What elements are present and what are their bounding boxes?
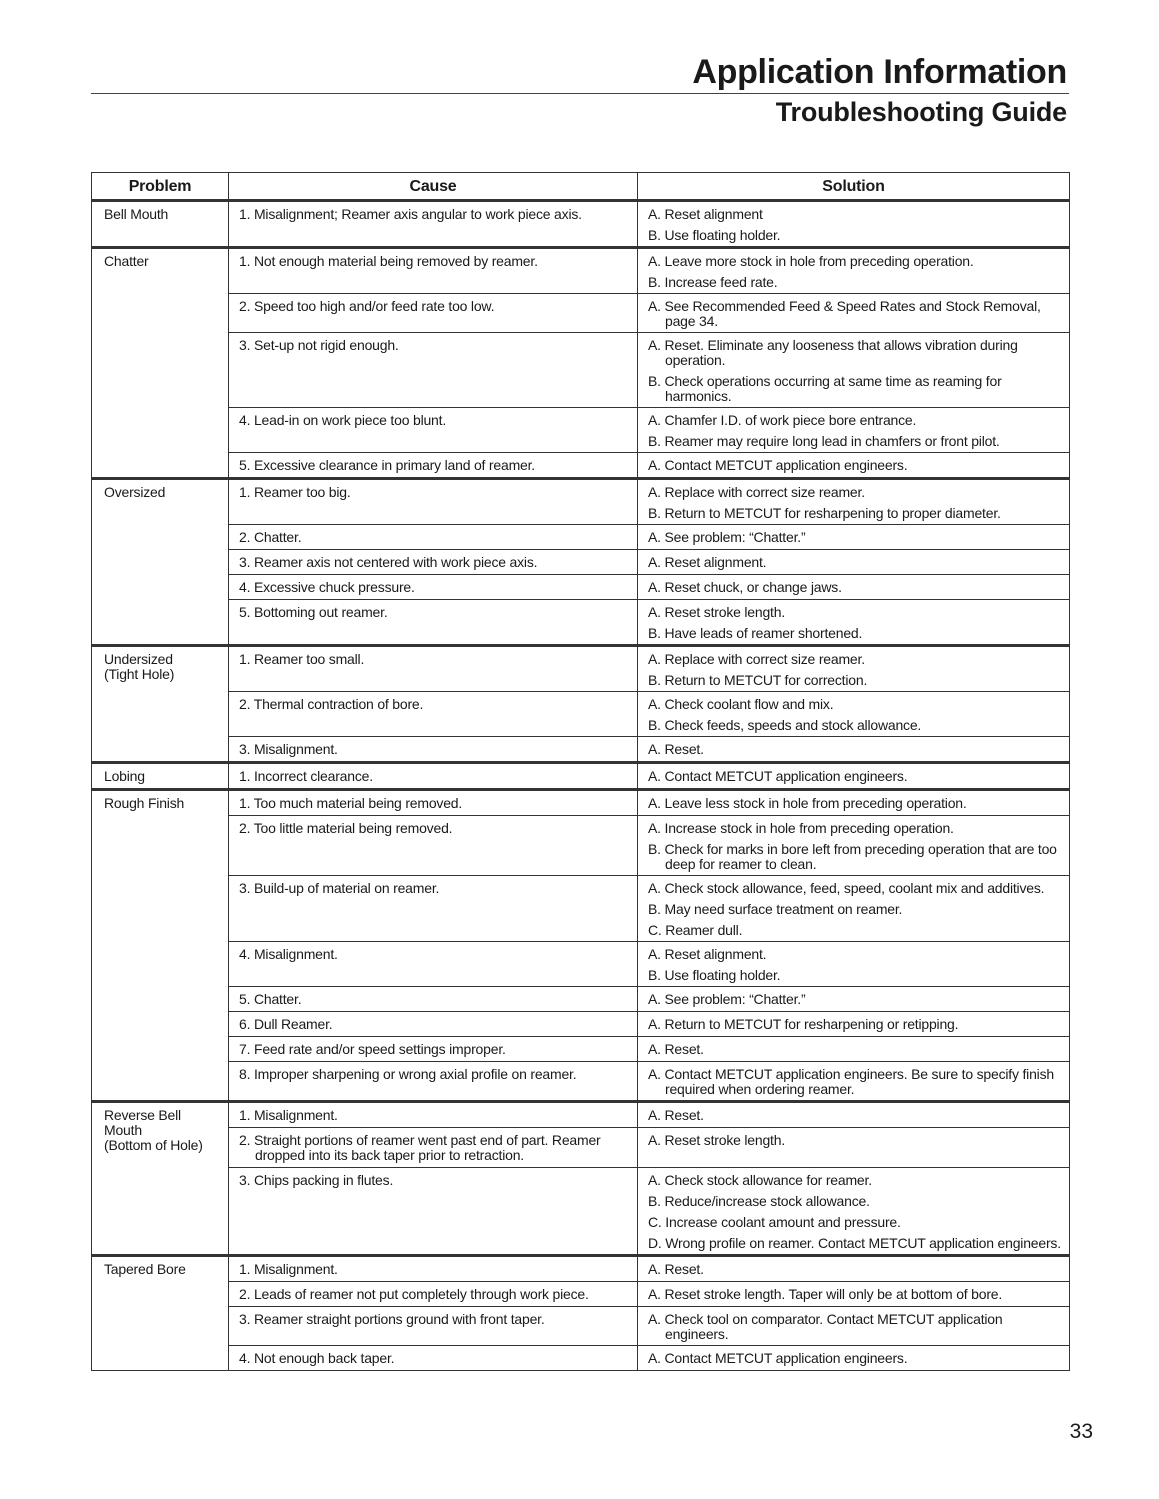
table-row [92,575,1070,600]
solution-cell [638,1062,1070,1102]
cause-cell [229,1282,638,1307]
table-row [92,600,1070,646]
cause-cell [229,479,638,525]
cause-cell [229,600,638,646]
cause-text: 3. Reamer straight portions ground with front taper. [239,1311,545,1327]
table-row [92,1168,1070,1256]
solution-cell [638,737,1070,763]
solution-cell [638,1128,1070,1168]
cause-cell [229,525,638,550]
cause-text: 3. Build-up of material on reamer. [239,880,440,896]
cause-cell [229,248,638,294]
solution-item: A. Reset alignment. [648,946,767,962]
solution-item: C. Increase coolant amount and pressure. [648,1214,901,1230]
solution-cell [638,876,1070,942]
solution-item: A. Reset. [648,1107,704,1123]
solution-item: A. Reset alignment [648,206,763,222]
solution-cell [638,479,1070,525]
solution-cell [638,333,1070,408]
table-row [92,550,1070,575]
table-row [92,816,1070,876]
solution-cell [638,1282,1070,1307]
cause-cell [229,408,638,453]
cause-text: 6. Dull Reamer. [239,1016,333,1032]
cause-text: 1. Misalignment. [239,1107,338,1123]
cause-cell [229,201,638,248]
solution-item: A. Reset stroke length. [648,1132,786,1148]
cause-cell [229,1168,638,1256]
cause-text: 4. Lead-in on work piece too blunt. [239,412,447,428]
solution-cell [638,692,1070,737]
cause-cell [229,737,638,763]
solution-item: A. Contact METCUT application engineers. [648,457,908,473]
cause-text: 3. Set-up not rigid enough. [239,337,399,353]
page-title: Application Information [692,53,1067,91]
cause-cell [229,942,638,987]
table-row [92,294,1070,333]
solution-item: A. Reset stroke length. [648,604,786,620]
solution-item: A. Check stock allowance, feed, speed, coolant mix and additives. [648,880,1045,896]
cause-cell [229,692,638,737]
cause-cell [229,575,638,600]
cause-text: 1. Misalignment; Reamer axis angular to work piece axis. [239,206,582,222]
solution-cell [638,1037,1070,1062]
problem-cell: Tapered Bore [92,1256,229,1371]
cause-text: 1. Reamer too big. [239,484,351,500]
problem-cell: Chatter [92,248,229,479]
solution-item: A. Reset alignment. [648,554,767,570]
page-number: 33 [1069,1420,1093,1443]
solution-cell [638,1346,1070,1371]
solution-cell [638,1168,1070,1256]
table-row [92,1128,1070,1168]
solution-cell [638,1102,1070,1128]
solution-item: B. Reduce/increase stock allowance. [648,1193,870,1209]
cause-text: 2. Chatter. [239,529,302,545]
column-header-solution: Solution [638,173,1070,201]
solution-item: A. Contact METCUT application engineers. [648,768,908,784]
table-row [92,876,1070,942]
troubleshooting-table [91,172,1070,1371]
solution-item: A. Replace with correct size reamer. [648,651,865,667]
table-row [92,646,1070,692]
cause-cell [229,816,638,876]
cause-text: 2. Too little material being removed. [239,820,453,836]
solution-cell [638,987,1070,1012]
solution-item: A. Reset. Eliminate any looseness that allows vibration during operation. [648,337,1018,368]
cause-text: 2. Leads of reamer not put completely through work piece. [239,1286,589,1302]
cause-cell [229,550,638,575]
cause-text: 1. Not enough material being removed by reamer. [239,253,538,269]
table-row [92,453,1070,479]
solution-item: A. Reset. [648,1261,704,1277]
solution-cell [638,1307,1070,1346]
cause-text: 5. Bottoming out reamer. [239,604,388,620]
table-row [92,1062,1070,1102]
solution-cell [638,790,1070,816]
cause-text: 3. Chips packing in flutes. [239,1172,394,1188]
solution-item: A. Increase stock in hole from preceding operation. [648,820,954,836]
cause-cell [229,1128,638,1168]
solution-item: A. Replace with correct size reamer. [648,484,865,500]
solution-item: B. Check operations occurring at same time as reaming for harmonics. [648,373,1002,404]
solution-item: B. Check for marks in bore left from preceding operation that are too deep for reamer to clean. [648,841,1057,872]
cause-text: 1. Too much material being removed. [239,795,463,811]
problem-cell: Rough Finish [92,790,229,1102]
cause-text: 1. Reamer too small. [239,651,365,667]
solution-item: A. See problem: “Chatter.” [648,991,806,1007]
solution-cell [638,816,1070,876]
solution-item: A. Chamfer I.D. of work piece bore entrance. [648,412,917,428]
solution-item: A. See Recommended Feed & Speed Rates and Stock Removal, page 34. [648,298,1041,329]
table-row [92,1346,1070,1371]
solution-item: A. Reset. [648,741,704,757]
cause-cell [229,646,638,692]
solution-item: A. Contact METCUT application engineers. [648,1350,908,1366]
table-row [92,692,1070,737]
solution-cell [638,453,1070,479]
solution-cell [638,575,1070,600]
solution-item: A. See problem: “Chatter.” [648,529,806,545]
cause-text: 4. Excessive chuck pressure. [239,579,415,595]
table-row [92,763,1070,790]
table-row [92,737,1070,763]
cause-text: 2. Speed too high and/or feed rate too low. [239,298,495,314]
solution-cell [638,1012,1070,1037]
table-row [92,1037,1070,1062]
solution-cell [638,1256,1070,1282]
solution-cell [638,763,1070,790]
table-row [92,1282,1070,1307]
solution-item: C. Reamer dull. [648,922,743,938]
problem-cell: Oversized [92,479,229,646]
cause-cell [229,876,638,942]
table-row [92,333,1070,408]
cause-text: 3. Misalignment. [239,741,338,757]
table-row [92,248,1070,294]
solution-item: A. Leave less stock in hole from preceding operation. [648,795,967,811]
solution-item: A. Return to METCUT for resharpening or retipping. [648,1016,959,1032]
solution-cell [638,646,1070,692]
table-row [92,1012,1070,1037]
problem-cell: Bell Mouth [92,201,229,248]
column-header-problem: Problem [92,173,229,201]
cause-cell [229,987,638,1012]
cause-cell [229,763,638,790]
table-row [92,1256,1070,1282]
cause-text: 2. Straight portions of reamer went past end of part. Reamer dropped into its back taper prior to retraction. [239,1132,601,1163]
column-header-cause: Cause [229,173,638,201]
table-row [92,1307,1070,1346]
cause-cell [229,333,638,408]
cause-text: 4. Not enough back taper. [239,1350,395,1366]
table-row [92,408,1070,453]
cause-cell [229,1256,638,1282]
cause-cell [229,453,638,479]
table-row [92,790,1070,816]
table-row [92,987,1070,1012]
cause-text: 2. Thermal contraction of bore. [239,696,424,712]
page-subtitle: Troubleshooting Guide [775,97,1067,127]
cause-cell [229,790,638,816]
cause-text: 5. Chatter. [239,991,302,1007]
solution-item: B. Increase feed rate. [648,274,778,290]
cause-cell [229,1062,638,1102]
solution-item: B. Use floating holder. [648,967,781,983]
solution-item: B. Return to METCUT for correction. [648,672,868,688]
solution-cell [638,248,1070,294]
table-row [92,479,1070,525]
problem-cell: Undersized (Tight Hole) [92,646,229,763]
problem-cell: Lobing [92,763,229,790]
solution-item: B. May need surface treatment on reamer. [648,901,903,917]
solution-cell [638,294,1070,333]
solution-item: B. Return to METCUT for resharpening to proper diameter. [648,505,1001,521]
solution-item: A. Contact METCUT application engineers. Be sure to specify finish required when ordering reamer. [648,1066,1054,1097]
solution-item: A. Reset stroke length. Taper will only be at bottom of bore. [648,1286,1003,1302]
cause-text: 1. Incorrect clearance. [239,768,373,784]
table-row [92,201,1070,248]
solution-item: A. Leave more stock in hole from preceding operation. [648,253,974,269]
solution-cell [638,201,1070,248]
cause-cell [229,1102,638,1128]
solution-item: B. Reamer may require long lead in chamfers or front pilot. [648,433,1000,449]
solution-item: A. Check tool on comparator. Contact METCUT application engineers. [648,1311,1003,1342]
table-header-row [92,173,1070,201]
solution-item: A. Check coolant flow and mix. [648,696,834,712]
solution-item: A. Reset. [648,1041,704,1057]
solution-cell [638,942,1070,987]
cause-cell [229,1307,638,1346]
solution-item: A. Reset chuck, or change jaws. [648,579,842,595]
table-row [92,525,1070,550]
solution-cell [638,525,1070,550]
cause-text: 3. Reamer axis not centered with work piece axis. [239,554,538,570]
cause-text: 1. Misalignment. [239,1261,338,1277]
table-row [92,1102,1070,1128]
solution-cell [638,600,1070,646]
solution-cell [638,408,1070,453]
solution-cell [638,550,1070,575]
solution-item: A. Check stock allowance for reamer. [648,1172,872,1188]
solution-item: B. Check feeds, speeds and stock allowance. [648,717,922,733]
cause-text: 4. Misalignment. [239,946,338,962]
solution-item: D. Wrong profile on reamer. Contact METCUT application engineers. [648,1235,1061,1251]
solution-item: B. Have leads of reamer shortened. [648,625,863,641]
cause-cell [229,1037,638,1062]
table-row [92,942,1070,987]
problem-cell: Reverse Bell Mouth (Bottom of Hole) [92,1102,229,1256]
cause-text: 7. Feed rate and/or speed settings improper. [239,1041,506,1057]
solution-item: B. Use floating holder. [648,227,781,243]
cause-text: 8. Improper sharpening or wrong axial profile on reamer. [239,1066,577,1082]
cause-text: 5. Excessive clearance in primary land of reamer. [239,457,535,473]
cause-cell [229,1012,638,1037]
cause-cell [229,294,638,333]
cause-cell [229,1346,638,1371]
table-body [92,201,1070,1371]
